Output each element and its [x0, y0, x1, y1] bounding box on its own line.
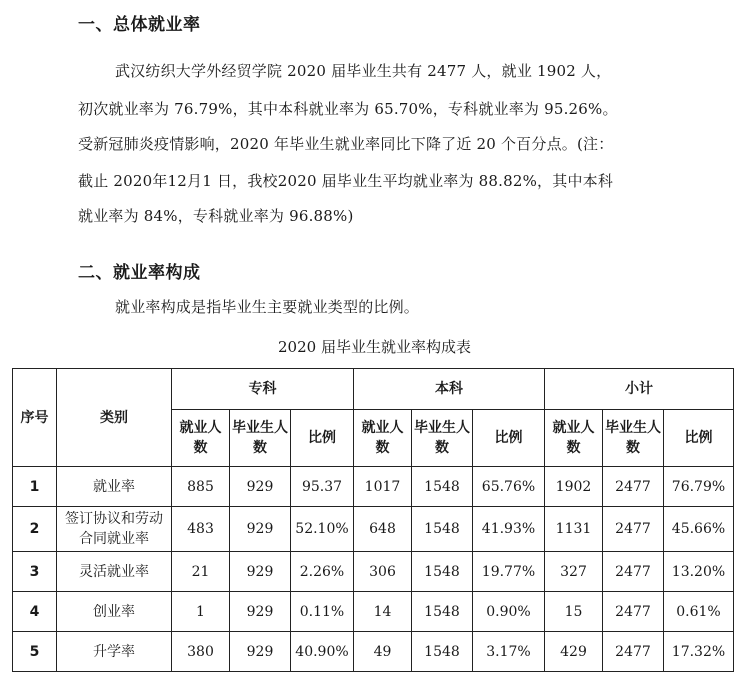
row-cell: 1548: [412, 592, 473, 632]
section1-line-5: 就业率为 84%，专科就业率为 96.88%): [78, 207, 354, 225]
row-seq: 5: [13, 632, 57, 672]
row-cell: 483: [172, 507, 230, 552]
table-row: [13, 592, 734, 632]
header-sub-employed: 就业人数: [172, 410, 230, 467]
row-cell: 929: [230, 507, 291, 552]
header-group-benke: 本科: [354, 369, 545, 410]
header-group-subtotal: 小计: [545, 369, 734, 410]
header-sub-graduates: 毕业生人数: [230, 410, 291, 467]
row-cell: 40.90%: [291, 632, 354, 672]
row-cell: 45.66%: [664, 507, 734, 552]
table-row: [13, 507, 734, 552]
row-cell: 49: [354, 632, 412, 672]
row-cell: 0.90%: [473, 592, 545, 632]
header-sub-graduates: 毕业生人数: [603, 410, 664, 467]
row-category: 签订协议和劳动合同就业率: [57, 507, 172, 552]
row-category: 灵活就业率: [57, 552, 172, 592]
section1-line-3: 受新冠肺炎疫情影响，2020 年毕业生就业率同比下降了近 20 个百分点。(注：: [78, 135, 614, 153]
header-sub-ratio: 比例: [664, 410, 734, 467]
row-cell: 41.93%: [473, 507, 545, 552]
row-seq: 4: [13, 592, 57, 632]
row-cell: 2477: [603, 507, 664, 552]
row-cell: 648: [354, 507, 412, 552]
row-cell: 1548: [412, 632, 473, 672]
row-cell: 0.11%: [291, 592, 354, 632]
header-group-zhuanke: 专科: [172, 369, 354, 410]
section2-heading: 二、就业率构成: [78, 263, 201, 283]
row-seq: 3: [13, 552, 57, 592]
table-row: [13, 552, 734, 592]
row-cell: 1548: [412, 467, 473, 507]
row-cell: 2477: [603, 552, 664, 592]
row-cell: 76.79%: [664, 467, 734, 507]
row-cell: 306: [354, 552, 412, 592]
row-cell: 1131: [545, 507, 603, 552]
row-cell: 1548: [412, 552, 473, 592]
row-cell: 929: [230, 632, 291, 672]
employment-table: [12, 368, 734, 672]
table-caption: 2020 届毕业生就业率构成表: [278, 338, 471, 356]
section2-paragraph: 就业率构成是指毕业生主要就业类型的比例。: [115, 298, 420, 316]
row-category: 创业率: [57, 592, 172, 632]
row-cell: 52.10%: [291, 507, 354, 552]
row-cell: 327: [545, 552, 603, 592]
section1-heading: 一、总体就业率: [78, 15, 201, 35]
section1-line-2: 初次就业率为 76.79%，其中本科就业率为 65.70%，专科就业率为 95.26%。: [78, 100, 618, 118]
row-cell: 1017: [354, 467, 412, 507]
header-sub-ratio: 比例: [291, 410, 354, 467]
header-sub-employed: 就业人数: [545, 410, 603, 467]
row-category: 升学率: [57, 632, 172, 672]
header-seq: 序号: [13, 369, 57, 467]
section1-line-1: 武汉纺织大学外经贸学院 2020 届毕业生共有 2477 人，就业 1902 人，: [115, 62, 612, 80]
row-cell: 65.76%: [473, 467, 545, 507]
row-cell: 1902: [545, 467, 603, 507]
row-cell: 13.20%: [664, 552, 734, 592]
row-cell: 929: [230, 592, 291, 632]
row-cell: 929: [230, 467, 291, 507]
section1-line-4: 截止 2020年12月1 日，我校2020 届毕业生平均就业率为 88.82%，其中本科: [78, 172, 614, 190]
header-sub-graduates: 毕业生人数: [412, 410, 473, 467]
row-cell: 21: [172, 552, 230, 592]
row-cell: 3.17%: [473, 632, 545, 672]
row-cell: 2.26%: [291, 552, 354, 592]
row-cell: 380: [172, 632, 230, 672]
header-category: 类别: [57, 369, 172, 467]
table-body: [13, 467, 734, 672]
row-cell: 19.77%: [473, 552, 545, 592]
row-cell: 95.37: [291, 467, 354, 507]
row-category: 就业率: [57, 467, 172, 507]
row-cell: 1: [172, 592, 230, 632]
row-cell: 929: [230, 552, 291, 592]
row-seq: 1: [13, 467, 57, 507]
row-cell: 1548: [412, 507, 473, 552]
table-row: [13, 632, 734, 672]
header-sub-employed: 就业人数: [354, 410, 412, 467]
header-sub-ratio: 比例: [473, 410, 545, 467]
row-seq: 2: [13, 507, 57, 552]
row-cell: 17.32%: [664, 632, 734, 672]
row-cell: 14: [354, 592, 412, 632]
row-cell: 0.61%: [664, 592, 734, 632]
table-row: [13, 467, 734, 507]
row-cell: 2477: [603, 592, 664, 632]
row-cell: 15: [545, 592, 603, 632]
row-cell: 2477: [603, 467, 664, 507]
row-cell: 885: [172, 467, 230, 507]
row-cell: 2477: [603, 632, 664, 672]
row-cell: 429: [545, 632, 603, 672]
table-header-row-1: [13, 369, 734, 410]
